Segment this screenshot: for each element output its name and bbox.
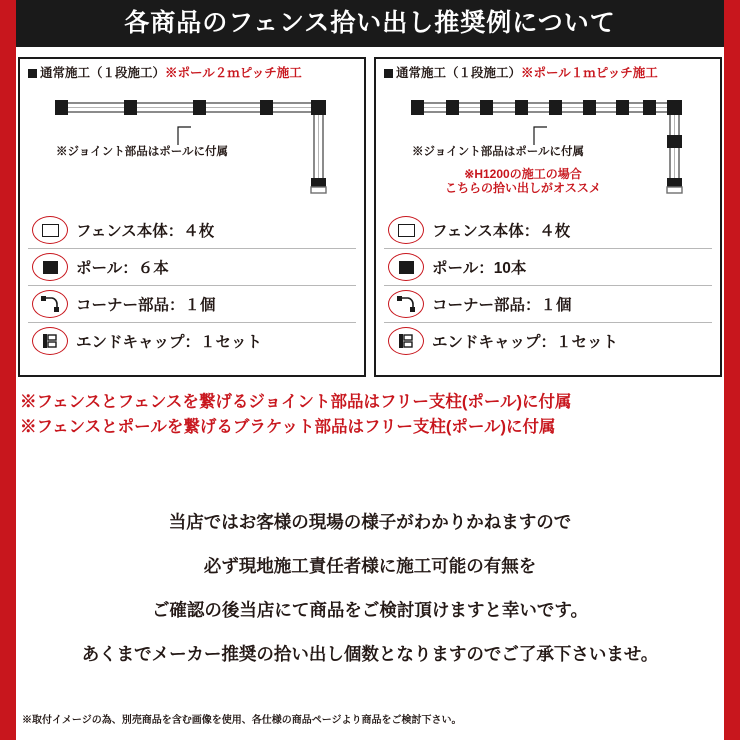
panels-container xyxy=(18,57,722,377)
diagram-2m-pitch xyxy=(28,83,356,208)
page-title: 各商品のフェンス拾い出し推奨例について xyxy=(124,9,616,37)
panel-heading-main: 通常施工（１段施工） xyxy=(40,66,166,80)
panel-heading xyxy=(28,65,356,81)
red-notes xyxy=(20,390,720,440)
left-red-edge-bar xyxy=(0,0,16,740)
body-line: 必ず現地施工責任者様に施工可能の有無を xyxy=(203,556,537,576)
list-item xyxy=(28,212,356,249)
panel-heading xyxy=(384,65,712,81)
list-item xyxy=(384,286,712,323)
list-item-label: コーナー部品：１個 xyxy=(76,297,216,314)
list-item-label: ポール：10本 xyxy=(432,260,527,277)
joint-note: ※ジョイント部品はポールに付属 xyxy=(412,146,585,158)
parts-list-1m xyxy=(384,212,712,359)
h1200-note xyxy=(398,167,648,195)
list-item xyxy=(384,212,712,249)
body-text xyxy=(20,500,720,676)
h1200-note-line2: こちらの拾い出しがオススメ xyxy=(445,181,601,195)
panel-heading-sub: ※ポール１ｍピッチ施工 xyxy=(521,66,658,80)
list-item-label: フェンス本体：４枚 xyxy=(76,223,215,240)
list-item-label: エンドキャップ：１セット xyxy=(432,334,619,351)
fence-panel-icon xyxy=(388,216,424,244)
end-cap-icon xyxy=(388,327,424,355)
list-item xyxy=(28,323,356,359)
list-item-label: フェンス本体：４枚 xyxy=(432,223,571,240)
list-item xyxy=(28,249,356,286)
parts-list-2m xyxy=(28,212,356,359)
pole-icon xyxy=(388,253,424,281)
panel-heading-main: 通常施工（１段施工） xyxy=(396,66,522,80)
list-item-label: エンドキャップ：１セット xyxy=(76,334,263,351)
list-item xyxy=(28,286,356,323)
panel-heading-sub: ※ポール２ｍピッチ施工 xyxy=(165,66,302,80)
body-line: 当店ではお客様の現場の様子がわかりかねますので xyxy=(168,512,572,532)
list-item xyxy=(384,323,712,359)
bullet-square-icon xyxy=(384,69,393,78)
list-item xyxy=(384,249,712,286)
panel-2m-pitch xyxy=(18,57,366,377)
note-line: ※フェンスとフェンスを繋げるジョイント部品はフリー支柱(ポール)に付属 xyxy=(20,393,572,411)
list-item-label: ポール：６本 xyxy=(76,260,169,277)
bullet-square-icon xyxy=(28,69,37,78)
pole-icon xyxy=(32,253,68,281)
body-line: ご確認の後当店にて商品をご検討頂けますと幸いです。 xyxy=(151,600,589,620)
list-item-label: コーナー部品：１個 xyxy=(432,297,572,314)
corner-part-icon xyxy=(388,290,424,318)
body-line: あくまでメーカー推奨の拾い出し個数となりますのでご了承下さいませ。 xyxy=(81,644,659,664)
fence-panel-icon xyxy=(32,216,68,244)
h1200-note-line1: ※H1200の施工の場合 xyxy=(464,167,582,181)
right-red-edge-bar xyxy=(724,0,740,740)
footnote: ※取付イメージの為、別売商品を含む画像を使用、各仕様の商品ページより商品をご検討下さい。 xyxy=(22,715,462,726)
joint-note: ※ジョイント部品はポールに付属 xyxy=(56,146,229,158)
note-line: ※フェンスとポールを繋げるブラケット部品はフリー支柱(ポール)に付属 xyxy=(20,418,556,436)
panel-1m-pitch xyxy=(374,57,722,377)
diagram-1m-pitch xyxy=(384,83,712,208)
corner-part-icon xyxy=(32,290,68,318)
end-cap-icon xyxy=(32,327,68,355)
